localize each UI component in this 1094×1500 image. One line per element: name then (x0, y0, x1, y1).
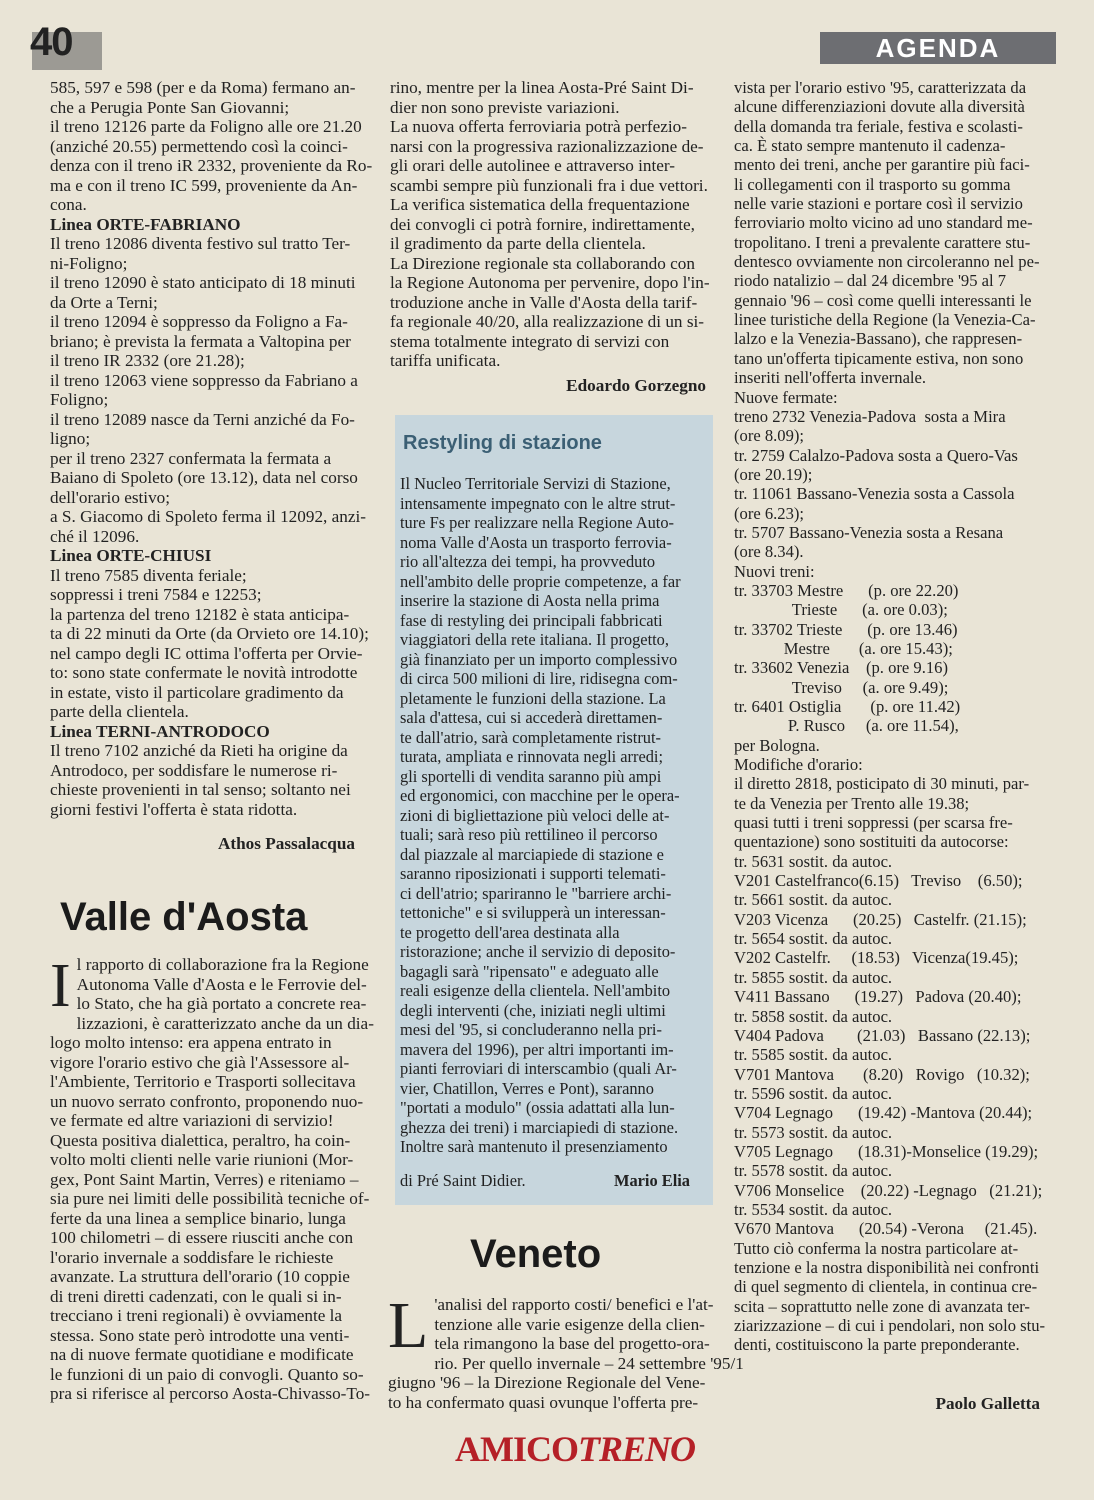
signature-galletta: Paolo Galletta (935, 1394, 1040, 1413)
text-line: La verifica sistematica della frequentazione (390, 195, 690, 214)
text-line: ché il 12096. (50, 526, 140, 546)
text-line: Inoltre sarà mantenuto il presenziamento (400, 1137, 668, 1156)
text-line: Linea ORTE-CHIUSI (50, 546, 212, 565)
text-line: Il treno 7102 anziché da Rieti ha origine da (50, 741, 348, 760)
text-line: gennaio '96 – così come quelli interessanti le (734, 290, 1032, 310)
text-line: narsi con la progressiva razionalizzazione de- (390, 136, 704, 156)
text-line: li collegamenti con il trasporto su gomma (734, 174, 1011, 194)
text-line: vigore l'orario estivo che già l'Assessore al- (50, 1052, 350, 1072)
text-line: che a Perugia Ponte San Giovanni; (50, 97, 290, 117)
text-line: denza con il treno iR 2332, proveniente da Ro- (50, 156, 373, 175)
text-line: V202 Castelfr. (18.53) Vicenza(19.45); (734, 948, 1019, 968)
text-line: "portati a modulo" (ossia adattati alla lun- (400, 1098, 675, 1117)
text-line: della domanda tra feriale, festiva e scolasti- (734, 116, 1023, 136)
text-line: il diretto 2818, posticipato di 30 minuti, par- (734, 774, 1030, 794)
text-line: rio all'altezza dei tempi, ha provveduto (400, 552, 656, 571)
text-line: stema totalmente integrato di servizi con (390, 331, 670, 351)
text-line: tr. 6401 Ostiglia (p. ore 11.42) (734, 697, 961, 716)
text-line: tuali; sarà reso più rettilineo il percorso (400, 825, 658, 844)
text-line: tettoniche" e si svilupperà un interessan- (400, 903, 666, 922)
section-title-veneto: Veneto (470, 1232, 602, 1276)
text-line: Baiano di Spoleto (ore 13.12), data nel corso (50, 468, 358, 487)
text-line: Il treno 7585 diventa feriale; (50, 565, 247, 585)
text-line: 100 chilometri – di essere riusciti anche con (50, 1228, 354, 1247)
text-line: tariffa unificata. (390, 351, 501, 370)
text-line: nel campo degli IC ottima l'offerta per Orvie- (50, 643, 363, 663)
text-line: giugno '96 – la Direzione Regionale del Vene- (388, 1373, 706, 1392)
text-line: dier non sono previste variazioni. (390, 97, 620, 117)
text-line: alcune differenziazioni dovute alla diversità (734, 97, 1025, 117)
text-line: riodo natalizio – dal 24 dicembre '95 al 7 (734, 271, 1007, 291)
text-line: tr. 5631 sostit. da autoc. (734, 851, 893, 871)
text-line: noma Valle d'Aosta un trasporto ferrovia- (400, 532, 672, 552)
text-line: ferte da una linea a semplice binario, lunga (50, 1208, 346, 1228)
text-line: ma e con il treno IC 599, proveniente da An- (50, 175, 358, 195)
text-line: il treno 12126 parte da Foligno alle ore 21.20 (50, 117, 362, 136)
text-line: te progetto dell'area destinata alla (400, 922, 620, 942)
text-line: reali esigenze della clientela. Nell'ambito (400, 981, 671, 1000)
text-line: mesi del '95, si concluderanno nella pri- (400, 1020, 662, 1039)
text-line: tr. 2759 Calalzo-Padova sosta a Quero-Vas (734, 445, 1018, 465)
text-line: rino, mentre per la linea Aosta-Pré Saint Di- (390, 78, 694, 97)
text-line: il treno IR 2332 (ore 21.28); (50, 351, 245, 370)
text-line: (ore 6.23); (734, 503, 805, 523)
text-line: tr. 5585 sostit. da autoc. (734, 1045, 893, 1065)
dropcap-veneto: L (388, 1289, 429, 1362)
text-line: bagagli sarà "ripensato" e adeguato alle (400, 961, 659, 981)
logo-part-1: AMICO (455, 1429, 578, 1469)
signature-gorzegno: Edoardo Gorzegno (566, 376, 706, 395)
text-line: Linea TERNI-ANTRODOCO (50, 721, 270, 741)
text-line: degli interventi (che, iniziati negli ultimi (400, 1000, 666, 1020)
text-line: quasi tutti i treni soppressi (per scarsa fre- (734, 813, 1013, 833)
text-line: Questa positiva dialettica, peraltro, ha coin- (50, 1130, 351, 1150)
text-line: un nuovo serrato confronto, proponendo nuo- (50, 1091, 364, 1111)
box-last-text: di Pré Saint Didier. (400, 1171, 526, 1190)
text-line: tropolitano. I treni a prevalente carattere stu- (734, 232, 1031, 252)
text-line: mento dei treni, anche per garantire più faci- (734, 155, 1030, 175)
amicotreno-logo (455, 1428, 695, 1470)
text-line: vier, Chatillon, Verres e Pont), saranno (400, 1078, 654, 1098)
text-line: turata, ampliata e rinnovata negli arredi; (400, 747, 664, 766)
text-line: per Bologna. (734, 735, 820, 755)
text-line: il treno 12094 è soppresso da Foligno a Fa- (50, 312, 348, 331)
text-line: scita – soprattutto nelle zone di avanzata ter- (734, 1296, 1030, 1316)
section-title-valle-daosta: Valle d'Aosta (60, 895, 308, 939)
text-line: ligno; (50, 429, 91, 448)
restyling-article (400, 474, 710, 1157)
text-line: zioni di bigliettazione più veloci delle at- (400, 805, 670, 825)
text-line: le funzioni di un paio di convogli. Quanto so- (50, 1364, 364, 1384)
text-line: stessa. Sono state però introdotte una venti- (50, 1325, 350, 1345)
signature-passalacqua: Athos Passalacqua (217, 834, 355, 853)
text-line: Foligno; (50, 390, 109, 409)
text-line: quentazione) sono sostituiti da autocorse: (734, 832, 1009, 852)
text-line: V203 Vicenza (20.25) Castelfr. (21.15); (734, 909, 1027, 929)
text-line: viaggiatori della rete italiana. Il progetto, (400, 630, 669, 649)
text-line: briano; è prevista la fermata a Valtopina per (50, 331, 351, 351)
text-line: V705 Legnago (18.31)-Monselice (19.29); (734, 1141, 1039, 1161)
text-line: la partenza del treno 12182 è stata anticipa- (50, 604, 350, 624)
text-line: tr. 5534 sostit. da autoc. (734, 1199, 893, 1219)
text-line: V706 Monselice (20.22) -Legnago (21.21); (734, 1180, 1043, 1200)
text-line: dentesco ovviamente non circoleranno nel pe- (734, 252, 1040, 272)
text-line: Mestre (a. ore 15.43); (734, 638, 953, 658)
text-line: tr. 5661 sostit. da autoc. (734, 890, 893, 910)
signature-elia: Mario Elia (613, 1171, 690, 1190)
text-line: ed ergonomici, con macchine per le opera- (400, 786, 680, 805)
text-line: gli orari delle autolinee e attraverso inter- (390, 156, 676, 175)
text-line: fa regionale 40/20, alla realizzazione di un si- (390, 312, 705, 331)
text-line: denti, costituiscono la parte preponderante. (734, 1335, 1020, 1355)
text-line: to ha confermato quasi ovunque l'offerta pre- (388, 1392, 699, 1412)
text-line: V411 Bassano (19.27) Padova (20.40); (734, 987, 1022, 1007)
text-line: di circa 500 milioni di lire, ridisegna com- (400, 669, 678, 688)
box-title: Restyling di stazione (403, 432, 602, 454)
text-line: gli sportelli di vendita saranno più ampi (400, 766, 662, 786)
text-line: logo molto intenso: era appena entrato in (50, 1033, 332, 1052)
text-line: Il Nucleo Territoriale Servizi di Stazione, (400, 474, 671, 493)
text-line: tr. 5654 sostit. da autoc. (734, 929, 893, 949)
text-line: treno 2732 Venezia-Padova sosta a Mira (734, 406, 1006, 426)
text-line: Linea ORTE-FABRIANO (50, 214, 241, 234)
text-line: di treni diretti cadenzati, con le quali si in- (50, 1286, 342, 1306)
text-line: fase di restyling dei principali fabbricati (400, 610, 663, 630)
text-line: l'Ambiente, Territorio e Trasporti sollecitava (50, 1072, 356, 1091)
text-line: Modifiche d'orario: (734, 755, 863, 775)
text-line: saranno riposizionati i supporti telemati- (400, 864, 666, 883)
text-line: lizzazioni, è caratterizzato anche da un dia- (76, 1013, 374, 1033)
text-line: trecciano i treni regionali) è ovviamente la (50, 1306, 343, 1325)
text-line: ta di 22 minuti da Orte (da Orvieto ore 14.10); (50, 624, 369, 643)
text-line: tr. 33702 Trieste (p. ore 13.46) (734, 619, 958, 639)
text-line: Treviso (a. ore 9.49); (734, 677, 949, 697)
text-line: per il treno 2327 confermata la fermata a (50, 448, 332, 468)
veneto-article-intro (388, 1289, 744, 1412)
text-line: (anziché 20.55) permettendo così la coinci- (50, 136, 348, 156)
text-line: ni-Foligno; (50, 253, 128, 273)
text-line: La nuova offerta ferroviaria potrà perfezio- (390, 117, 687, 136)
text-line: 'analisi del rapporto costi/ benefici e l'at- (434, 1295, 714, 1314)
text-line: dal piazzale al marciapiede di stazione e (400, 844, 664, 864)
text-line: ferroviario molto vicino ad uno standard me- (734, 213, 1033, 233)
section-label: AGENDA (820, 32, 1056, 64)
text-line: (ore 8.09); (734, 426, 805, 446)
text-line: a S. Giacomo di Spoleto ferma il 12092, anzi- (50, 507, 366, 526)
text-line: V704 Legnago (19.42) -Mantova (20.44); (734, 1103, 1033, 1123)
text-line: tr. 5855 sostit. da autoc. (734, 967, 893, 987)
text-line: tano un'offerta tipicamente estiva, non sono (734, 348, 1024, 368)
text-line: soppressi i treni 7584 e 12253; (50, 585, 262, 604)
text-line: P. Rusco (a. ore 11.54), (734, 716, 959, 736)
text-line: inserire la stazione di Aosta nella prima (400, 591, 660, 610)
text-line: in estate, visto il particolare gradimento da (50, 682, 344, 702)
text-line: lalzo e la Venezia-Bassano), che rappresen- (734, 329, 1023, 349)
text-line: pletamente le funzioni della stazione. La (400, 688, 666, 708)
text-line: Il treno 12086 diventa festivo sul tratto Ter- (50, 234, 351, 253)
text-line: Tutto ciò conferma la nostra particolare at- (734, 1238, 1019, 1258)
text-line: intensamente impegnato con le altre strut- (400, 493, 676, 513)
restyling-last-line (400, 1171, 690, 1191)
dropcap: I (50, 952, 71, 1020)
text-line: avanzate. La struttura dell'orario (10 coppie (50, 1267, 350, 1286)
text-line: giorni festivi l'offerta è stata ridotta. (50, 799, 298, 819)
text-line: vista per l'orario estivo '95, caratterizzata da (734, 78, 1027, 97)
text-line: sia pure nei limiti delle possibilità tecniche of- (50, 1189, 370, 1208)
text-line: V404 Padova (21.03) Bassano (22.13); (734, 1025, 1031, 1045)
text-line: ve fermate ed altre variazioni di servizio! (50, 1111, 334, 1130)
text-line: te dall'atrio, sarà completamente ristrut- (400, 727, 662, 747)
text-line: parte della clientela. (50, 702, 189, 721)
text-line: l rapporto di collaborazione fra la Regione (76, 955, 369, 974)
text-line: (ore 8.34). (734, 542, 804, 562)
text-line: na di nuove fermate quotidiane e modificate (50, 1345, 354, 1364)
text-line: il treno 12090 è stato anticipato di 18 minuti (50, 273, 356, 292)
text-line: V701 Mantova (8.20) Rovigo (10.32); (734, 1064, 1030, 1084)
text-line: rio. Per quello invernale – 24 settembre '95/1 (434, 1353, 744, 1373)
valle-daosta-article (50, 952, 374, 1404)
text-line: 585, 597 e 598 (per e da Roma) fermano an- (50, 78, 356, 97)
text-line: ci dell'atrio; spariranno le "barriere archi- (400, 883, 672, 903)
page-number: 40 (30, 20, 73, 64)
text-line: tela rimangono la base del progetto-ora- (434, 1334, 710, 1353)
text-line: nelle varie stazioni e portare così il servizio (734, 194, 1023, 214)
text-line: V201 Castelfranco(6.15) Treviso (6.50); (734, 871, 1023, 891)
text-line: troduzione anche in Valle d'Aosta della tarif- (390, 292, 698, 312)
column-3-article (734, 78, 1054, 1355)
text-line: Antrodoco, per soddisfare le numerose ri- (50, 760, 338, 780)
text-line: dei convogli ci potrà fornire, indirettamente, (390, 214, 695, 234)
text-line: volto molti clienti nelle varie riunioni (Mor- (50, 1150, 354, 1169)
column-1-article (50, 78, 373, 819)
text-line: la Regione Autonoma per pervenire, dopo l'in- (390, 273, 710, 292)
text-line: tr. 33602 Venezia (p. ore 9.16) (734, 658, 948, 678)
text-line: gex, Pont Saint Martin, Verres) e riteniamo – (50, 1169, 359, 1189)
text-line: già finanziato per un importo complessivo (400, 649, 678, 669)
text-line: nell'ambito delle proprie competenze, a far (400, 571, 681, 591)
text-line: V670 Mantova (20.54) -Verona (21.45). (734, 1219, 1038, 1239)
text-line: tr. 5573 sostit. da autoc. (734, 1122, 893, 1142)
text-line: to: sono state confermate le novità introdotte (50, 663, 358, 682)
column-2-article (390, 78, 710, 371)
text-line: ghezza dei treni) i marciapiedi di stazione. (400, 1117, 679, 1137)
text-line: ristorazione; anche il servizio di deposito- (400, 942, 676, 961)
text-line: tr. 11061 Bassano-Venezia sosta a Cassola (734, 484, 1015, 504)
text-line: pianti ferroviari di interscambio (quali Ar- (400, 1059, 677, 1078)
text-line: tenzione e la nostra disponibilità nei confronti (734, 1257, 1040, 1277)
text-line: l'orario invernale a soddisfare le richieste (50, 1247, 334, 1267)
text-line: pra si riferisce al percorso Aosta-Chivasso-To- (50, 1384, 371, 1403)
text-line: ture Fs per realizzare nella Regione Auto- (400, 513, 674, 532)
text-line: sala d'attesa, cui si accederà direttamen- (400, 708, 663, 727)
text-line: chieste provenienti in tal senso; soltanto nei (50, 780, 351, 799)
text-line: Trieste (a. ore 0.03); (734, 600, 948, 620)
text-line: Nuovi treni: (734, 561, 815, 581)
text-line: inseriti nell'offerta invernale. (734, 368, 927, 388)
text-line: il gradimento da parte della clientela. (390, 234, 646, 253)
text-line: tr. 33703 Mestre (p. ore 22.20) (734, 580, 959, 600)
text-line: linee turistiche della Regione (la Venezia-Ca- (734, 310, 1036, 330)
text-line: ziarizzazione – di cui i pendolari, non solo stu- (734, 1316, 1046, 1335)
text-line: La Direzione regionale sta collaborando con (390, 253, 695, 273)
text-line: Nuove fermate: (734, 387, 838, 407)
logo-part-2: TRENO (578, 1429, 696, 1469)
text-line: da Orte a Terni; (50, 292, 158, 312)
text-line: scambi sempre più funzionali fra i due vettori. (390, 175, 708, 195)
text-line: ca. È stato sempre mantenuto il cadenza- (734, 136, 1006, 156)
text-line: tr. 5578 sostit. da autoc. (734, 1161, 893, 1181)
text-line: cona. (50, 195, 87, 214)
text-line: lo Stato, che ha già portato a concrete rea- (76, 994, 367, 1013)
text-line: tr. 5707 Bassano-Venezia sosta a Resana (734, 522, 1004, 542)
text-line: tr. 5596 sostit. da autoc. (734, 1083, 893, 1103)
text-line: mavera del 1996), per altri importanti im- (400, 1039, 674, 1059)
text-line: il treno 12063 viene soppresso da Fabriano a (50, 370, 358, 390)
text-line: te da Venezia per Trento alle 19.38; (734, 793, 970, 813)
text-line: (ore 20.19); (734, 464, 813, 484)
text-line: di quel segmento di clientela, in continua cre- (734, 1277, 1038, 1297)
text-line: dell'orario estivo; (50, 487, 171, 507)
text-line: tenzione alle varie esigenze della clien- (434, 1314, 705, 1334)
text-line: Autonoma Valle d'Aosta e le Ferrovie del- (76, 974, 367, 994)
text-line: tr. 5858 sostit. da autoc. (734, 1006, 893, 1026)
text-line: il treno 12089 nasce da Terni anziché da Fo- (50, 409, 355, 429)
